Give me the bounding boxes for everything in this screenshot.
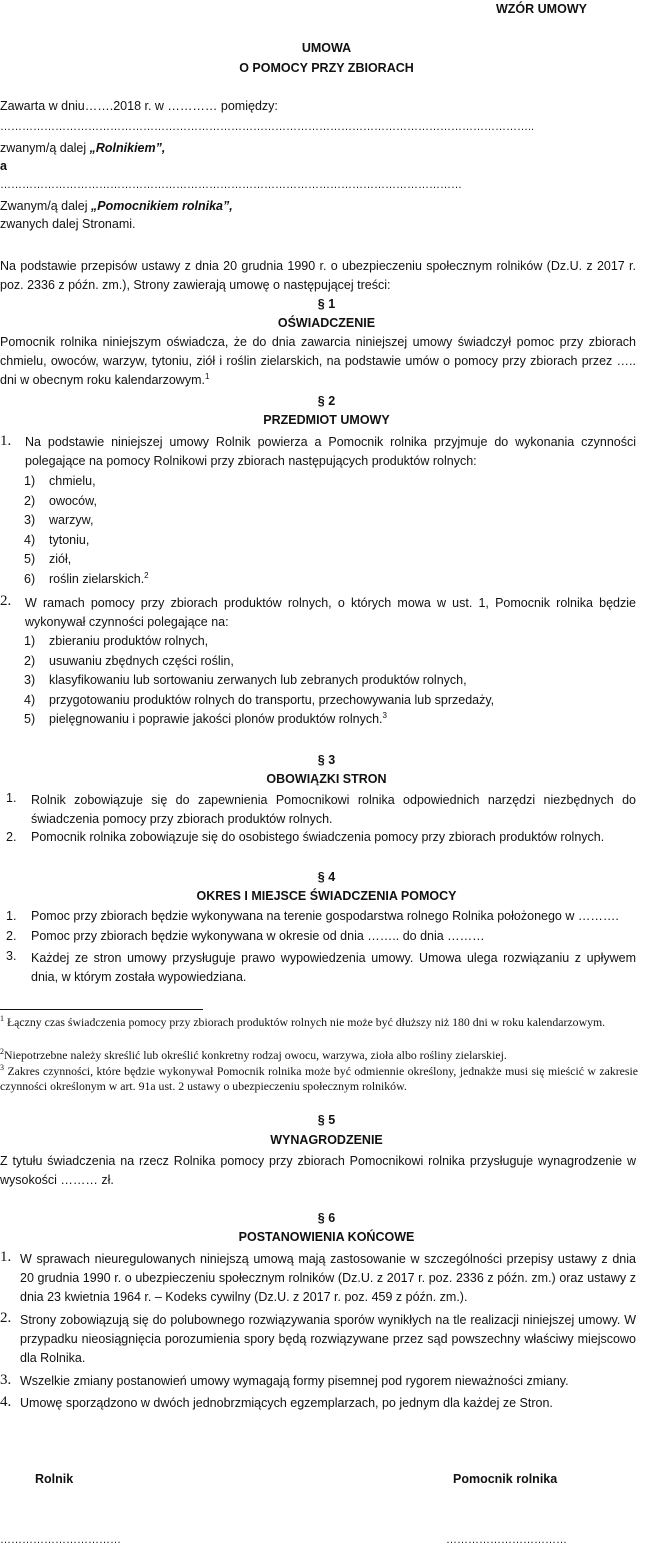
footnote-number: 1: [0, 1014, 4, 1024]
section-number: § 1: [317, 297, 336, 311]
signature-label-helper: Pomocnik rolnika: [453, 1472, 558, 1486]
list-number: 5): [24, 552, 36, 566]
list-item: przygotowaniu produktów rolnych do transportu, przechowywania lub sprzedaży,: [49, 693, 495, 707]
footnote-ref: 3: [382, 710, 387, 720]
list-item-text: roślin zielarskich.: [49, 572, 145, 586]
paragraph-text: W sprawach nieuregulowanych niniejszą umową mają zastosowanie w szczególności przepisy ustawy z dnia 20 grudnia 1990 r. o ubezpieczeniu społecznym rolników (Dz.U. z 2017 r. poz. 2336 z późn. zm.) oraz ustawy z dnia 23 kwietnia 1964 r. – Kodeks cywilny (Dz.U. z 2017 r. poz. 459 z późn. zm.).: [20, 1252, 636, 1304]
list-number: 2): [24, 494, 36, 508]
signature-line-farmer: ……………………………: [0, 1534, 121, 1546]
paragraph-number: 3.: [6, 949, 17, 963]
paragraph-number: 2.: [6, 830, 17, 844]
paragraph-text: Każdej ze stron umowy przysługuje prawo wypowiedzenia umowy. Umowa ulega rozwiązaniu z upływem dnia, w którym została wypowiedziana.: [31, 951, 636, 984]
list-number: 1): [24, 474, 36, 488]
section-text: Z tytułu świadczenia na rzecz Rolnika pomocy przy zbiorach Pomocnikowi rolnika przysługuje wynagrodzenie w wysokości ……… zł.: [0, 1154, 636, 1187]
paragraph-text: Strony zobowiązują się do polubownego rozwiązywania sporów wynikłych na tle realizacji niniejszej umowy. W przypadku nieosiągnięcia porozumienia spory będą rozwiązywane przez sąd powszechny właściwy miejscowo dla Rolnika.: [20, 1313, 636, 1365]
section-title: OBOWIĄZKI STRON: [266, 772, 387, 786]
list-number: 6): [24, 572, 36, 586]
list-number: 2): [24, 654, 36, 668]
section-number: § 5: [317, 1113, 336, 1127]
section-number: § 2: [317, 394, 336, 408]
list-item: zbieraniu produktów rolnych,: [49, 634, 209, 648]
party-2-line: [0, 199, 233, 213]
signature-line-helper: ……………………………: [446, 1534, 567, 1546]
section-number: § 3: [317, 753, 336, 767]
paragraph-number: 2.: [0, 593, 12, 609]
footnote-ref: 1: [204, 371, 210, 381]
paragraph-number: 1.: [0, 433, 12, 449]
signature-label-farmer: Rolnik: [35, 1472, 74, 1486]
party-name: „Rolnikiem”,: [89, 141, 166, 155]
section-number: § 4: [317, 870, 336, 884]
list-item: warzyw,: [49, 513, 94, 527]
party-label: Zwanym/ą dalej: [0, 199, 92, 213]
party-1-line: [0, 141, 165, 155]
list-number: 3): [24, 673, 36, 687]
paragraph-text: W ramach pomocy przy zbiorach produktów rolnych, o których mowa w ust. 1, Pomocnik rolnika będzie wykonywał czynności polegające na:: [25, 596, 636, 629]
paragraph-text: Pomoc przy zbiorach będzie wykonywana na terenie gospodarstwa rolnego Rolnika położonego w ……….: [31, 909, 619, 923]
list-item: usuwaniu zbędnych części roślin,: [49, 654, 234, 668]
list-item: tytoniu,: [49, 533, 90, 547]
paragraph-number: 4.: [0, 1394, 12, 1410]
footnote-text: Łączny czas świadczenia pomocy przy zbiorach produktów rolnych nie może być dłuższy niż 180 dni w roku kalendarzowym.: [6, 1015, 606, 1029]
paragraph-text: Pomoc przy zbiorach będzie wykonywana w okresie od dnia …….. do dnia ………: [31, 929, 485, 943]
footnote: [0, 1048, 507, 1063]
list-item-text: pielęgnowaniu i poprawie jakości plonów produktów rolnych.: [49, 712, 383, 726]
document-label: WZÓR UMOWY: [496, 2, 587, 16]
list-number: 4): [24, 693, 36, 707]
list-number: 1): [24, 634, 36, 648]
party-name: „Pomocnikiem rolnika”,: [91, 199, 233, 213]
paragraph-text: Wszelkie zmiany postanowień umowy wymagają formy pisemnej pod rygorem nieważności zmiany.: [20, 1374, 569, 1388]
list-item: ziół,: [49, 552, 72, 566]
intro-line: Zawarta w dniu…….2018 r. w ………… pomiędzy:: [0, 99, 278, 113]
footnote-number: 3: [0, 1063, 4, 1073]
paragraph-number: 2.: [0, 1310, 12, 1326]
statement-text: Pomocnik rolnika niniejszym oświadcza, że do dnia zawarcia niniejszej umowy świadczył pomoc przy zbiorach chmielu, owoców, warzyw, tytoniu, ziół i roślin zielarskich, na podstawie umów o pomocy przy zbiorach przez ….. dni w obecnym roku kalendarzowym.: [0, 335, 636, 387]
list-item: owoców,: [49, 494, 97, 508]
paragraph-text: Umowę sporządzono w dwóch jednobrzmiących egzemplarzach, po jednym dla każdej ze Stron.: [20, 1396, 553, 1410]
list-number: 4): [24, 533, 36, 547]
paragraph-number: 1.: [6, 791, 17, 805]
list-number: 5): [24, 712, 36, 726]
document-subtitle: O POMOCY PRZY ZBIORACH: [239, 61, 414, 75]
paragraph-number: 3.: [0, 1372, 12, 1388]
document-title: UMOWA: [301, 41, 352, 55]
section-title: PRZEDMIOT UMOWY: [263, 413, 390, 427]
legal-basis: Na podstawie przepisów ustawy z dnia 20 grudnia 1990 r. o ubezpieczeniu społecznym rolników (Dz.U. z 2017 r. poz. 2336 z późn. zm.), Strony zawierają umowę o następującej treści:: [0, 259, 636, 292]
footnote-number: 2: [0, 1047, 4, 1057]
footnote-text: Zakres czynności, które będzie wykonywał Pomocnik rolnika może być odmiennie określony, jednakże musi się mieścić w zakresie czynności określonym w art. 91a ust. 2 ustawy o ubezpieczeniu społecznym rolników.: [0, 1064, 639, 1093]
paragraph-number: 2.: [6, 929, 17, 943]
party-label: zwanym/ą dalej: [0, 141, 90, 155]
list-item: klasyfikowaniu lub sortowaniu zerwanych lub zebranych produktów rolnych,: [49, 673, 467, 687]
dotted-line: ………………………………………………………………………………………………………………………………..: [0, 121, 535, 133]
section-title: POSTANOWIENIA KOŃCOWE: [238, 1230, 415, 1244]
section-title: OŚWIADCZENIE: [277, 316, 376, 330]
section-title: OKRES I MIEJSCE ŚWIADCZENIA POMOCY: [196, 889, 457, 903]
footnote-separator: [0, 1009, 203, 1010]
list-item: chmielu,: [49, 474, 96, 488]
section-number: § 6: [317, 1211, 336, 1225]
paragraph-text: Na podstawie niniejszej umowy Rolnik powierza a Pomocnik rolnika przyjmuje do wykonania czynności polegające na pomocy Rolnikowi przy zbiorach następujących produktów rolnych:: [25, 435, 636, 468]
paragraph-text: Rolnik zobowiązuje się do zapewnienia Pomocnikowi rolnika odpowiednich narzędzi niezbędnych do świadczenia pomocy przy zbiorach produktów rolnych.: [31, 793, 636, 826]
footnote-ref: 2: [144, 570, 149, 580]
footnote: [0, 1015, 638, 1030]
footnote: [0, 1064, 638, 1094]
list-number: 3): [24, 513, 36, 527]
paragraph-number: 1.: [6, 909, 17, 923]
section-title: WYNAGRODZENIE: [270, 1133, 383, 1147]
dotted-line: ………………………………………………………………………………………………………………: [0, 179, 462, 191]
section-text: [0, 333, 636, 390]
paragraph-text: Pomocnik rolnika zobowiązuje się do osobistego świadczenia pomocy przy zbiorach produktów rolnych.: [31, 830, 605, 844]
list-item: [49, 572, 149, 586]
parties-note: zwanych dalej Stronami.: [0, 217, 136, 231]
list-item: [49, 712, 387, 726]
paragraph-number: 1.: [0, 1249, 12, 1265]
footnote-text: Niepotrzebne należy skreślić lub określić konkretny rodzaj owocu, warzywa, zioła albo rośliny zielarskiej.: [4, 1048, 507, 1062]
conjunction: a: [0, 159, 7, 173]
